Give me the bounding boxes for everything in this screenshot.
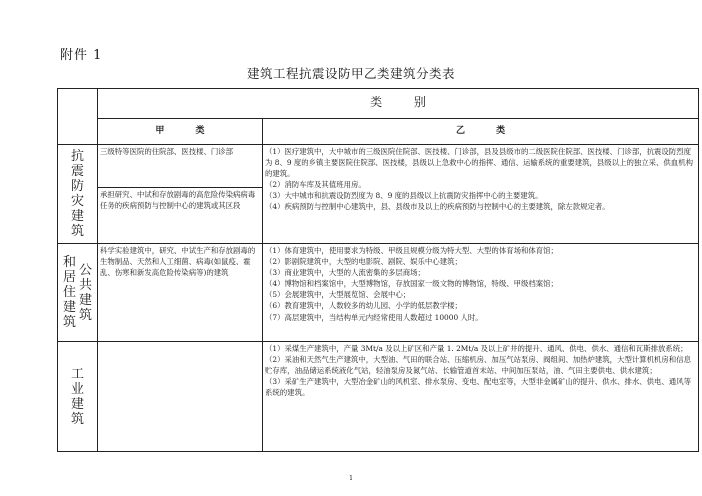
classification-table (57, 88, 699, 452)
yi-item: （7）高层建筑中，当结构单元内经常使用人数超过 10000 人时。 (265, 312, 483, 322)
jia-text: 三级特等医院的住院部、医技楼、门诊部 (100, 147, 234, 156)
jia-text: 承担研究、中试和存放剧毒的高危险传染病病毒任务的疾病预防与控制中心的建筑或其区段 (100, 190, 256, 211)
col-jia-header-cell (98, 119, 263, 145)
page-number: 1 (349, 475, 353, 482)
yi-item: （4）疾病预防与控制中心建筑中，县、县级市及以上的疾病预防与控制中心的主要建筑，除左款规定者。 (265, 202, 610, 212)
row-category-cell (58, 145, 98, 244)
yi-cell (263, 145, 699, 244)
row-category-disaster: 抗震防灾建筑 (70, 149, 84, 239)
category-header-cell (98, 89, 699, 119)
yi-item: （1）体育建筑中，使用要求为特级、甲级且规模分级为特大型、大型的体育场和体育馆； (265, 246, 558, 255)
yi-item: （2）采油和天然气生产建筑中，大型油、气田的联合站、压缩机房、加压气站泵房、阀组间、加热炉建筑，大型计算机机房和信息贮存库，油品储运系统液化气站，轻油泵房及氮气站、长输管道首末站、中间加压泵站，油、气田主要供电、供水建筑； (265, 355, 691, 376)
row-category-cell (58, 342, 98, 452)
yi-item: （6）教育建筑中，人数较多的幼儿园、小学的低层教学楼； (265, 301, 462, 311)
attachment-label: 附件 1 (60, 48, 103, 63)
yi-item: （3）商业建筑中，大型的人流密集的多层商场； (265, 268, 425, 278)
yi-cell (263, 244, 699, 342)
yi-item: （1）医疗建筑中，大中城市的三级医院住院部、医技楼、门诊部，县及县级市的二级医院住院部、医技楼、门诊部，抗震设防烈度为 8、9 度的乡镇主要医院住院部、医技楼，县级以上急救中心的指挥、通信、运输系统的重要建筑，县级以上的独立采、供血机构的建筑。 (265, 147, 693, 179)
yi-item: （2）影剧院建筑中，大型的电影院、剧院、娱乐中心建筑； (265, 257, 462, 267)
category-header: 类 别 (370, 95, 440, 110)
yi-item: （3）采矿生产建筑中，大型冶金矿山的风机室、排水泵房、变电、配电室等，大型非金属矿山的提升、供水、排水、供电、通风等系统的建筑。 (265, 377, 691, 398)
yi-item: （2）消防车库及其值班用房。 (265, 180, 366, 190)
jia-text: 科学实验建筑中，研究、中试生产和存放剧毒的生物制品、天然和人工细菌、病毒(如鼠疫、霍乱、伤寒和新发高危险传染病等)的建筑 (100, 246, 256, 278)
row-category-industrial: 工业建筑 (70, 366, 84, 427)
jia-cell (98, 145, 263, 188)
jia-cell (98, 244, 263, 342)
row-category-residential: 和居住建筑 (62, 255, 76, 330)
col-yi-header-cell (263, 119, 699, 145)
yi-item: （3）大中城市和抗震设防烈度为 8、9 度的县级以上抗震防灾指挥中心的主要建筑。 (265, 191, 543, 201)
col-jia-header: 甲 类 (155, 126, 219, 137)
jia-cell (98, 188, 263, 244)
document-title: 建筑工程抗震设防甲乙类建筑分类表 (246, 66, 455, 81)
corner-cell (58, 89, 98, 145)
jia-cell (98, 342, 263, 452)
yi-item: （5）会展建筑中，大型展览馆、会展中心； (265, 290, 411, 300)
yi-cell (263, 342, 699, 452)
col-yi-header: 乙 类 (455, 126, 520, 137)
row-category-public: 公共建筑 (78, 262, 92, 323)
row-category-cell (58, 244, 98, 342)
yi-item: （1）采煤生产建筑中，产量 3Mt/a 及以上矿区和产量 1. 2Mt/a 及以上矿井的提升、通风、供电、供水、通信和瓦斯排放系统； (265, 344, 688, 353)
yi-item: （4）博物馆和档案馆中，大型博物馆，存放国家一级文物的博物馆，特级、甲级档案馆； (265, 279, 558, 289)
